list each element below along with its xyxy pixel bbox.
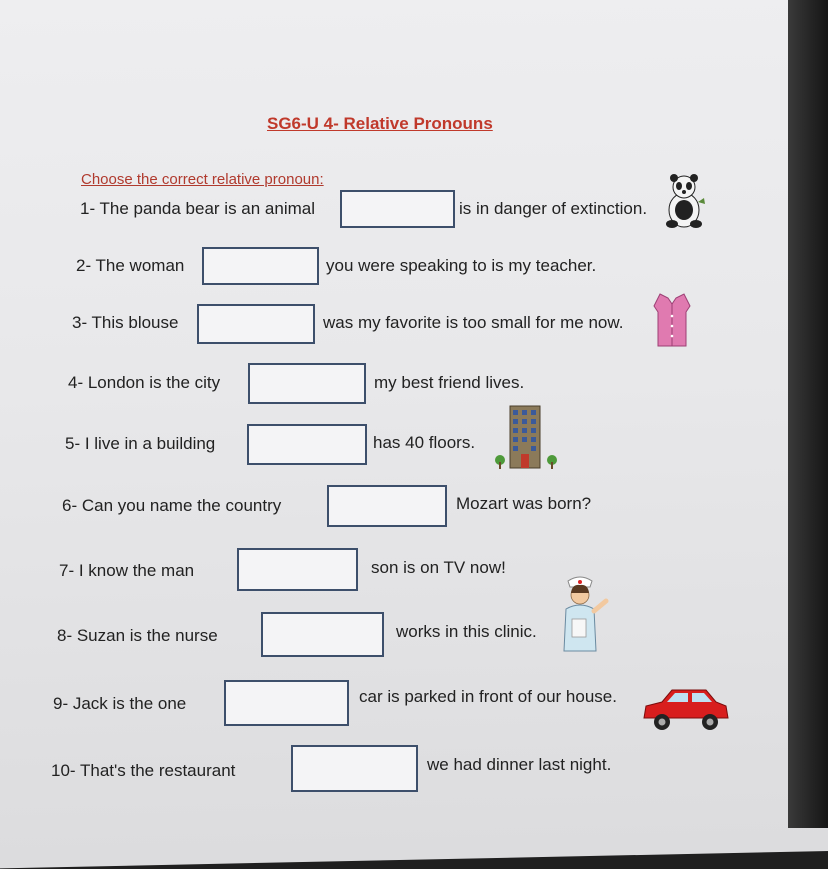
answer-box-8[interactable] [261, 612, 384, 657]
question-5-before: 5- I live in a building [65, 434, 216, 453]
question-1-after: is in danger of extinction. [459, 199, 648, 218]
answer-box-4[interactable] [248, 363, 366, 404]
question-10-after: we had dinner last night. [427, 755, 612, 774]
question-4-before: 4- London is the city [68, 373, 221, 392]
question-10-before: 10- That's the restaurant [51, 761, 236, 780]
question-1-before: 1- The panda bear is an animal [80, 199, 316, 218]
worksheet-title: SG6-U 4- Relative Pronouns [267, 114, 493, 133]
building-icon [494, 404, 560, 470]
question-4-after: my best friend lives. [374, 373, 525, 392]
nurse-icon [558, 575, 612, 653]
panda-icon [662, 172, 706, 230]
answer-box-3[interactable] [197, 304, 315, 344]
question-7-after: son is on TV now! [371, 558, 506, 577]
answer-box-9[interactable] [224, 680, 349, 726]
question-9-after: car is parked in front of our house. [359, 687, 617, 706]
question-9-before: 9- Jack is the one [53, 694, 187, 713]
answer-box-7[interactable] [237, 548, 358, 591]
table-edge [788, 0, 828, 828]
answer-box-6[interactable] [327, 485, 447, 527]
question-2-before: 2- The woman [76, 256, 185, 275]
car-icon [640, 684, 730, 734]
question-2-after: you were speaking to is my teacher. [326, 256, 597, 275]
question-6-after: Mozart was born? [456, 494, 592, 513]
question-8-after: works in this clinic. [396, 622, 537, 641]
instruction-text: Choose the correct relative pronoun: [81, 171, 324, 188]
answer-box-1[interactable] [340, 190, 455, 228]
question-6-before: 6- Can you name the country [62, 496, 282, 515]
answer-box-2[interactable] [202, 247, 319, 285]
question-8-before: 8- Suzan is the nurse [57, 626, 218, 645]
question-3-after: was my favorite is too small for me now. [323, 313, 624, 332]
question-5-after: has 40 floors. [373, 433, 476, 452]
question-3-before: 3- This blouse [72, 313, 179, 332]
answer-box-5[interactable] [247, 424, 367, 465]
blouse-icon [652, 292, 692, 348]
answer-box-10[interactable] [291, 745, 418, 792]
question-7-before: 7- I know the man [59, 561, 195, 580]
